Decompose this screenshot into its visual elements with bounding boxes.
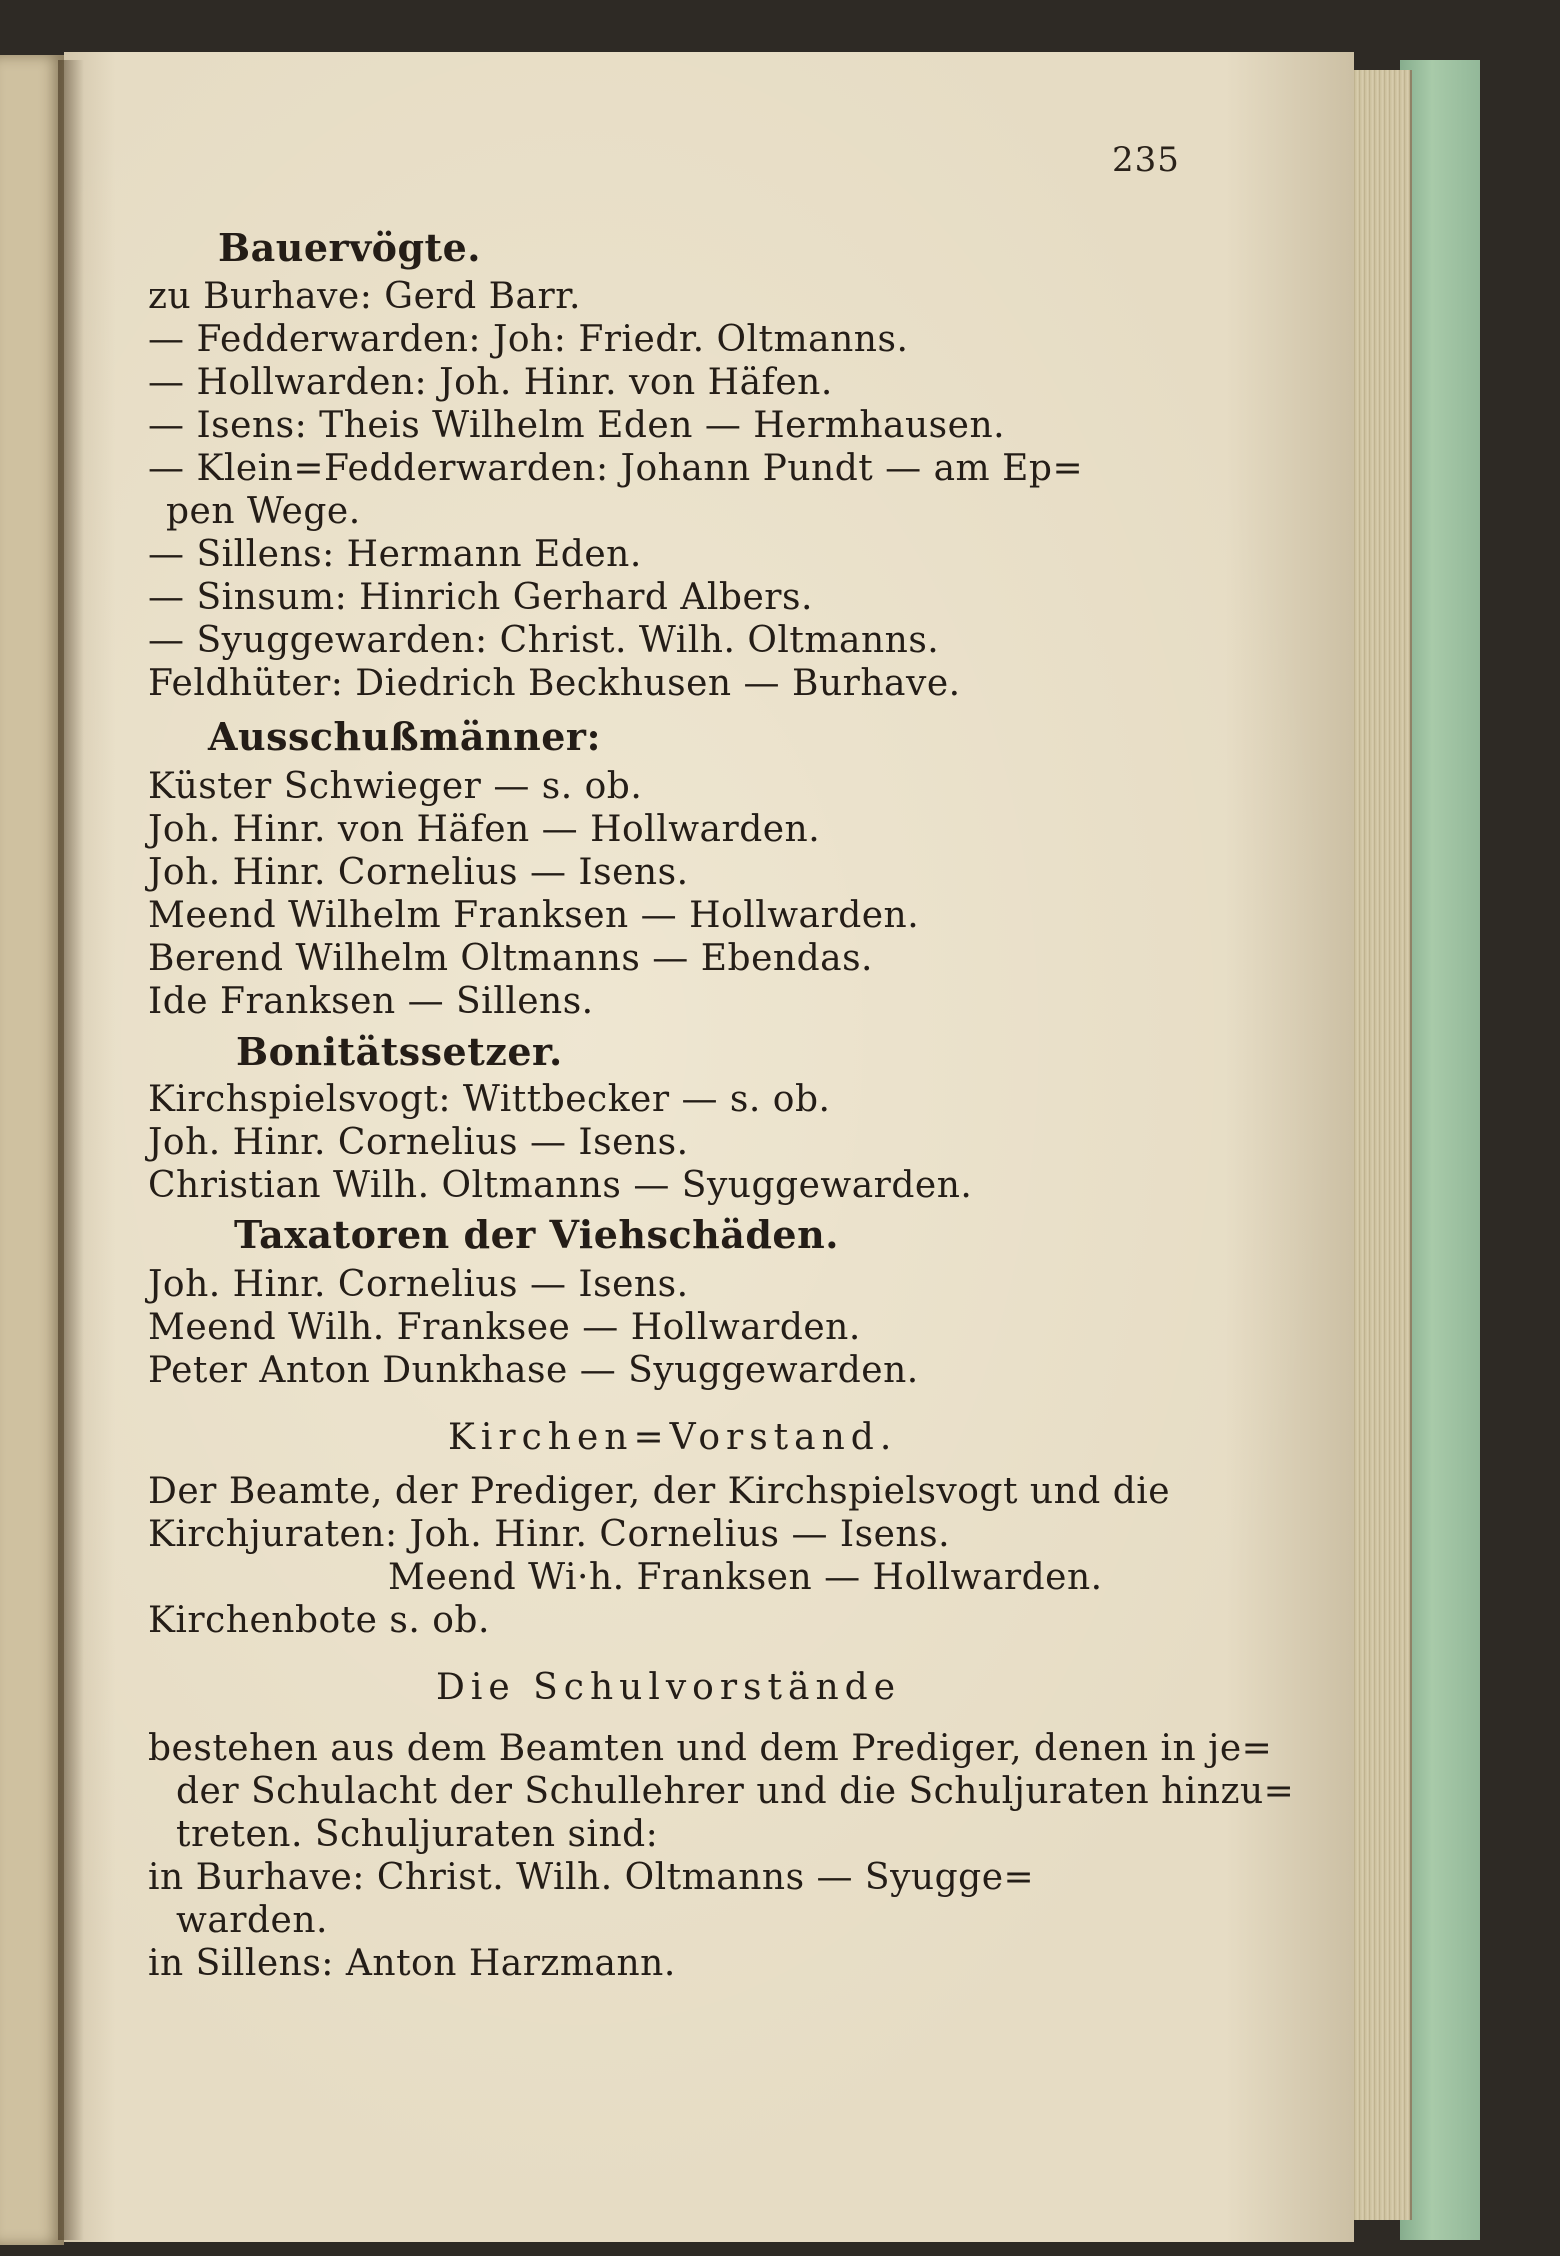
text-line: — Sillens: Hermann Eden. <box>148 534 642 575</box>
text-line: warden. <box>176 1900 328 1941</box>
text-line: zu Burhave: Gerd Barr. <box>148 276 581 317</box>
page-number: 235 <box>1112 140 1180 180</box>
text-line: Joh. Hinr. Cornelius — Isens. <box>148 1122 689 1163</box>
text-line: Meend Wilhelm Franksen — Hollwarden. <box>148 895 920 936</box>
text-line: Der Beamte, der Prediger, der Kirchspielsvogt und die <box>148 1471 1171 1512</box>
text-line: Kirchjuraten: Joh. Hinr. Cornelius — Isens. <box>148 1514 951 1555</box>
text-line: — Klein=Fedderwarden: Johann Pundt — am Ep= <box>148 448 1084 489</box>
section-heading-ausschuss: Ausschußmänner: <box>208 714 601 759</box>
left-page-edge <box>0 55 64 2245</box>
text-line: Kirchenbote s. ob. <box>148 1600 490 1641</box>
text-line: Meend Wilh. Franksee — Hollwarden. <box>148 1307 861 1348</box>
spine-shadow <box>58 60 84 2240</box>
text-line: — Isens: Theis Wilhelm Eden — Hermhausen. <box>148 405 1006 446</box>
text-line: pen Wege. <box>166 491 361 532</box>
text-line: Berend Wilhelm Oltmanns — Ebendas. <box>148 938 873 979</box>
text-line: Joh. Hinr. Cornelius — Isens. <box>148 1264 689 1305</box>
text-line: — Hollwarden: Joh. Hinr. von Häfen. <box>148 362 833 403</box>
text-line: — Fedderwarden: Joh: Friedr. Oltmanns. <box>148 319 909 360</box>
text-line: Ide Franksen — Sillens. <box>148 981 594 1022</box>
text-line: treten. Schuljuraten sind: <box>176 1814 659 1855</box>
text-line: Joh. Hinr. Cornelius — Isens. <box>148 852 689 893</box>
section-heading-taxatoren: Taxatoren der Viehschäden. <box>234 1212 839 1257</box>
text-line: — Sinsum: Hinrich Gerhard Albers. <box>148 577 813 618</box>
section-heading-schul: Die Schulvorstände <box>436 1667 901 1708</box>
text-line: Feldhüter: Diedrich Beckhusen — Burhave. <box>148 663 961 704</box>
text-line: Christian Wilh. Oltmanns — Syuggewarden. <box>148 1165 973 1206</box>
text-line: Peter Anton Dunkhase — Syuggewarden. <box>148 1350 919 1391</box>
section-heading-bauervoegte: Bauervögte. <box>218 225 482 270</box>
text-line: bestehen aus dem Beamten und dem Prediger, denen in je= <box>148 1728 1273 1769</box>
text-line: der Schulacht der Schullehrer und die Schuljuraten hinzu= <box>176 1771 1295 1812</box>
text-line: in Burhave: Christ. Wilh. Oltmanns — Syugge= <box>148 1857 1035 1898</box>
section-heading-kirchen: Kirchen=Vorstand. <box>448 1417 898 1458</box>
text-line: in Sillens: Anton Harzmann. <box>148 1943 676 1984</box>
section-heading-bonitaet: Bonitätssetzer. <box>236 1029 563 1074</box>
text-line: Meend Wi·h. Franksen — Hollwarden. <box>388 1557 1103 1598</box>
text-line: Kirchspielsvogt: Wittbecker — s. ob. <box>148 1079 831 1120</box>
text-line: Küster Schwieger — s. ob. <box>148 766 643 807</box>
text-line: Joh. Hinr. von Häfen — Hollwarden. <box>148 809 821 850</box>
text-line: — Syuggewarden: Christ. Wilh. Oltmanns. <box>148 620 940 661</box>
book-cover-edge <box>1400 60 1480 2240</box>
